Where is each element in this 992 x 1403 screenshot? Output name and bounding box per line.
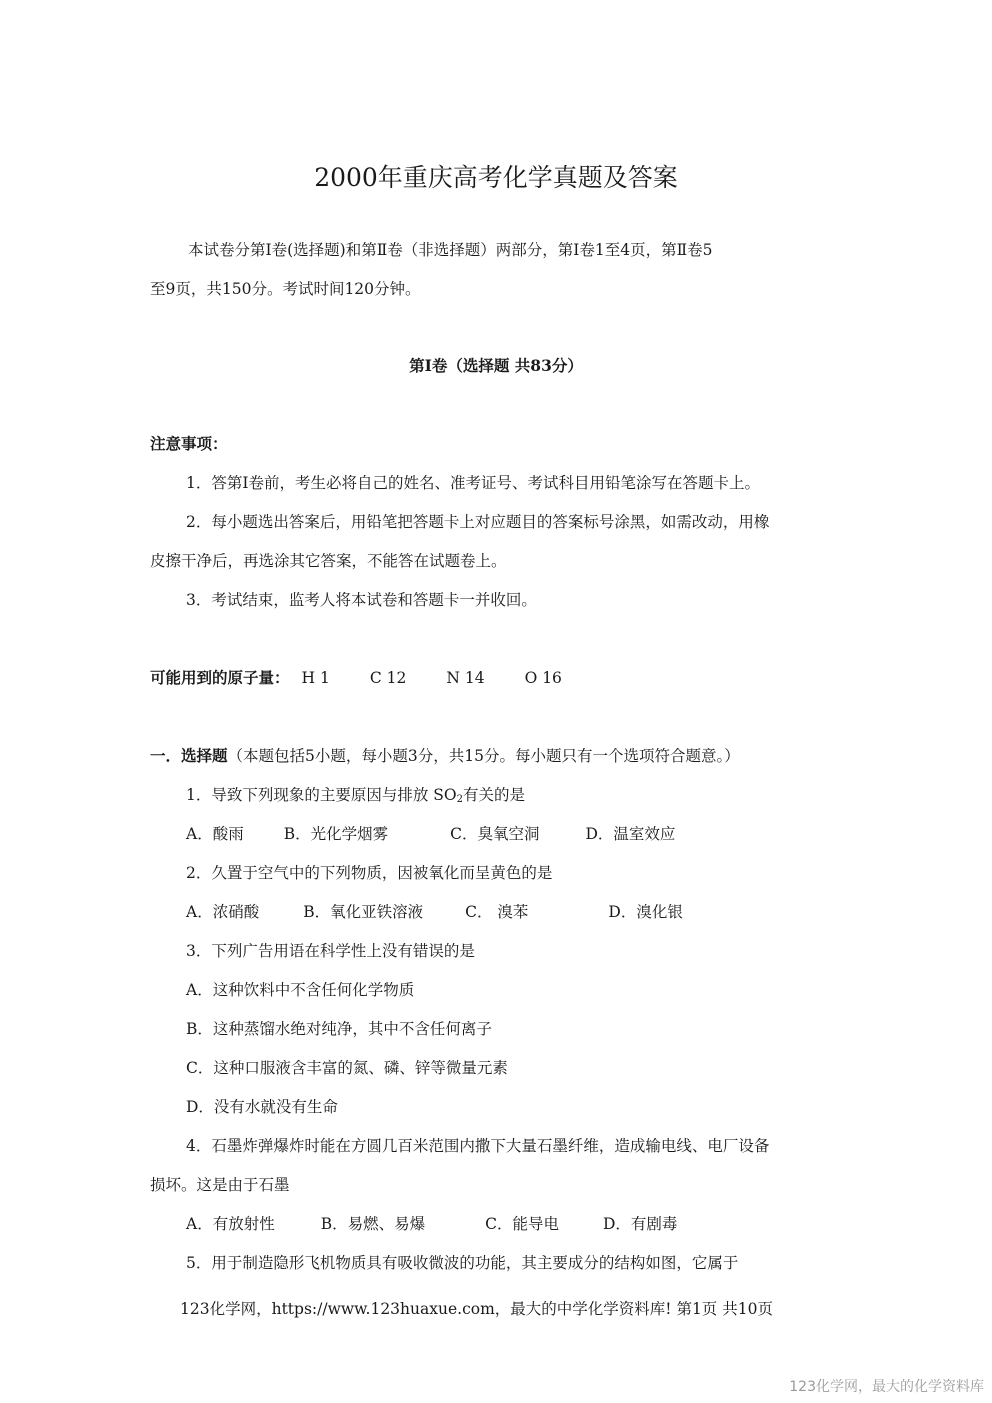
watermark-text: 123化学网，最大的化学资料库 — [789, 1379, 984, 1395]
notice-item-3: 3．考试结束，监考人将本试卷和答题卡一并收回。 — [186, 591, 537, 609]
q2-options — [186, 901, 683, 923]
page-title: 2000年重庆高考化学真题及答案 — [314, 163, 678, 192]
q3-option-d: D．没有水就没有生命 — [186, 1098, 338, 1116]
q2-option-c: C． 溴苯 — [465, 903, 529, 921]
atomic-mass-c: C 12 — [369, 669, 407, 687]
atomic-mass-row — [150, 667, 562, 689]
q4-options — [186, 1213, 677, 1235]
atomic-mass-o: O 16 — [524, 669, 562, 687]
q2-option-d: D．溴化银 — [608, 903, 683, 921]
q1-stem-text: 1．导致下列现象的主要原因与排放 SO — [186, 786, 457, 804]
intro-line-2: 至9页，共150分。考试时间120分钟。 — [150, 280, 421, 298]
atomic-mass-label: 可能用到的原子量： — [150, 668, 290, 687]
q1-stem — [186, 784, 525, 806]
page-footer: 123化学网，https://www.123huaxue.com，最大的中学化学资料库! 第1页 共10页 — [180, 1300, 773, 1318]
atomic-mass-h: H 1 — [301, 669, 330, 687]
intro-line-1: 本试卷分第Ⅰ卷(选择题)和第Ⅱ卷（非选择题）两部分，第Ⅰ卷1至4页，第Ⅱ卷5 — [188, 241, 713, 259]
q2-option-b: B．氧化亚铁溶液 — [303, 903, 424, 921]
notice-item-2-line-1: 2．每小题选出答案后，用铅笔把答题卡上对应题目的答案标号涂黑，如需改动，用橡 — [186, 513, 770, 531]
q3-option-a: A．这种饮料中不含任何化学物质 — [186, 981, 415, 999]
atomic-mass-n: N 14 — [446, 669, 485, 687]
q4-option-a: A．有放射性 — [186, 1215, 275, 1233]
q3-option-c: C．这种口服液含丰富的氮、磷、锌等微量元素 — [186, 1059, 508, 1077]
part1-desc: （本题包括5小题，每小题3分，共15分。每小题只有一个选项符合题意。） — [227, 747, 740, 765]
q4-option-b: B．易燃、易爆 — [320, 1215, 426, 1233]
q3-stem: 3．下列广告用语在科学性上没有错误的是 — [186, 942, 475, 960]
q5-stem: 5．用于制造隐形飞机物质具有吸收微波的功能，其主要成分的结构如图，它属于 — [186, 1254, 739, 1272]
notice-item-1: 1．答第Ⅰ卷前，考生必将自己的姓名、准考证号、考试科目用铅笔涂写在答题卡上。 — [186, 474, 760, 492]
notice-heading: 注意事项： — [150, 434, 228, 453]
q3-option-b: B．这种蒸馏水绝对纯净，其中不含任何离子 — [186, 1020, 492, 1038]
part1-heading — [150, 745, 740, 767]
section-heading: 第Ⅰ卷（选择题 共83分） — [409, 356, 583, 375]
q4-stem-line-2: 损坏。这是由于石墨 — [150, 1176, 290, 1194]
q1-option-b: B．光化学烟雾 — [283, 825, 389, 843]
q1-options — [186, 823, 675, 845]
q1-stem-text-end: 有关的是 — [463, 786, 526, 804]
q4-stem-line-1: 4．石墨炸弹爆炸时能在方圆几百米范围内撒下大量石墨纤维，造成输电线、电厂设备 — [186, 1137, 770, 1155]
q1-option-c: C．臭氧空洞 — [450, 825, 540, 843]
q1-option-d: D．温室效应 — [585, 825, 676, 843]
notice-item-2-line-2: 皮擦干净后，再选涂其它答案，不能答在试题卷上。 — [150, 552, 507, 570]
q4-option-c: C．能导电 — [485, 1215, 559, 1233]
q1-option-a: A．酸雨 — [186, 825, 244, 843]
q2-option-a: A．浓硝酸 — [186, 903, 260, 921]
q2-stem: 2．久置于空气中的下列物质，因被氧化而呈黄色的是 — [186, 864, 553, 882]
part1-label: 一．选择题 — [150, 746, 228, 765]
q1-stem-subscript: 2 — [456, 794, 463, 805]
q4-option-d: D．有剧毒 — [602, 1215, 678, 1233]
